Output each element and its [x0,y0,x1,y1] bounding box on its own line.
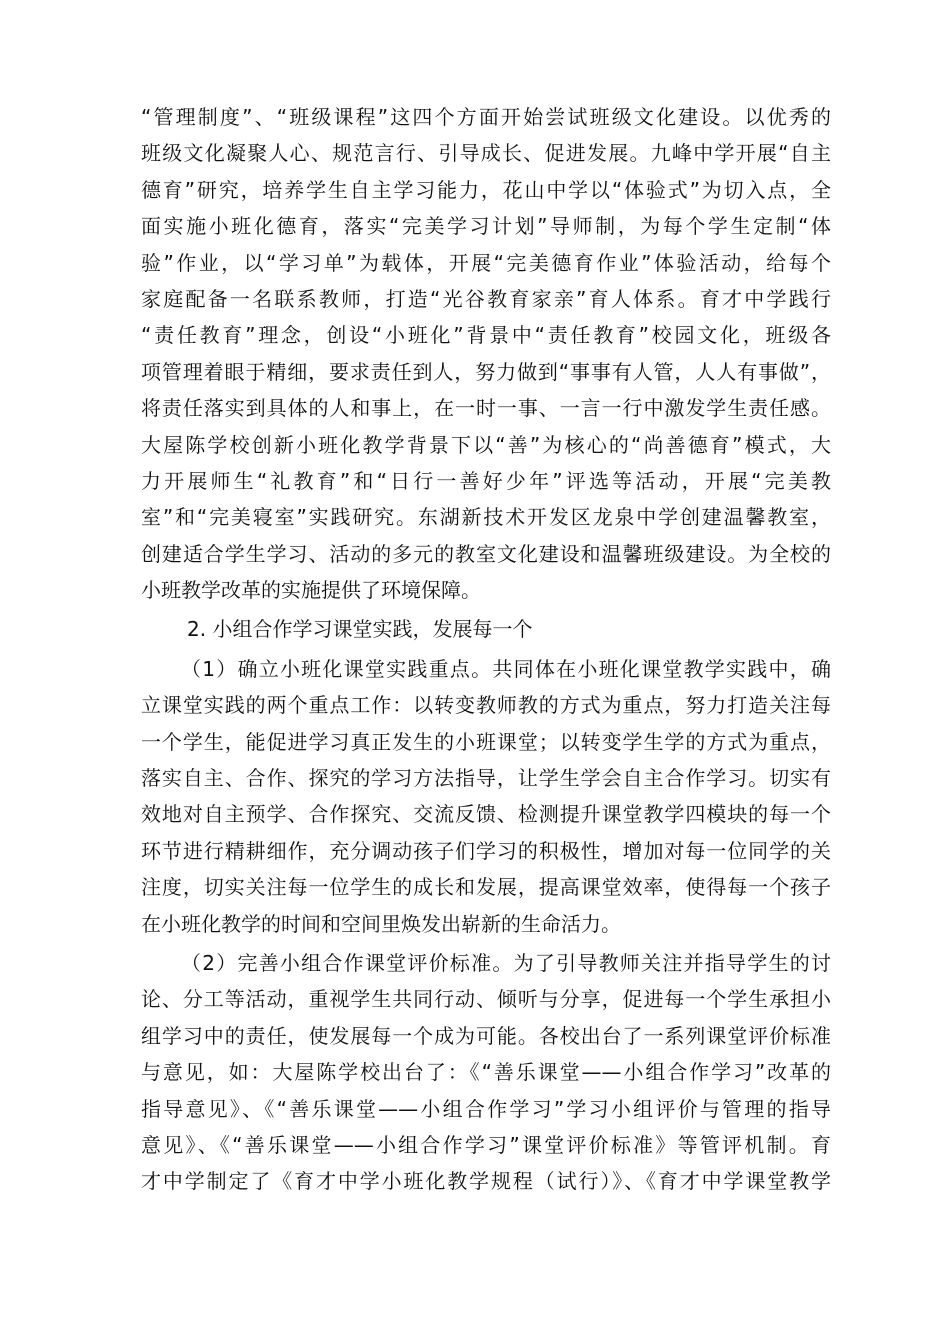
text-line: 德育”研究，培养学生自主学习能力，花山中学以“体验式”为切入点，全 [141,177,831,202]
paragraph-classroom-focus [141,651,831,942]
text-line: 组学习中的责任，使发展每一个成为可能。各校出台了一系列课堂评价标准 [141,1023,831,1048]
text-line: 面实施小班化德育，落实“完美学习计划”导师制，为每个学生定制“体 [141,214,831,239]
paragraph-class-culture [141,99,831,608]
heading-text: 2. 小组合作学习课堂实践，发展每一个 [187,617,533,642]
text-line: 才中学制定了《育才中学小班化教学规程（试行）》、《育才中学课堂教学 [141,1169,831,1194]
text-line: 环节进行精耕细作，充分调动孩子们学习的积极性，增加对每一位同学的关 [141,838,831,863]
text-line: 家庭配备一名联系教师，打造“光谷教育家亲”育人体系。育才中学践行 [141,286,831,311]
document-body [141,99,831,1200]
text-line: 论、分工等活动，重视学生共同行动、倾听与分享，促进每一个学生承担小 [141,987,831,1012]
text-line: 与意见，如：大屋陈学校出台了：《“善乐课堂——小组合作学习”改革的 [141,1060,831,1085]
text-line: 创建适合学生学习、活动的多元的教室文化建设和温馨班级建设。为全校的 [141,541,831,566]
text-line: 班级文化凝聚人心、规范言行、引导成长、促进发展。九峰中学开展“自主 [141,141,831,166]
text-line: 指导意见》、《“善乐课堂——小组合作学习”学习小组评价与管理的指导 [141,1096,831,1121]
text-line: 在小班化教学的时间和空间里焕发出崭新的生命活力。 [141,911,621,936]
text-line: （1）确立小班化课堂实践重点。共同体在小班化课堂教学实践中，确 [181,656,831,681]
text-line: 力开展师生“礼教育”和“日行一善好少年”评选等活动，开展“完美教 [141,468,831,493]
text-line: 项管理着眼于精细，要求责任到人，努力做到“事事有人管，人人有事做”， [141,359,831,384]
section-heading-2 [141,611,831,647]
text-line: 室”和“完美寝室”实践研究。东湖新技术开发区龙泉中学创建温馨教室， [141,505,831,530]
text-line: “责任教育”理念，创设“小班化”背景中“责任教育”校园文化，班级各 [141,323,831,348]
text-line: 小班教学改革的实施提供了环境保障。 [141,578,481,603]
text-line: 落实自主、合作、探究的学习方法指导，让学生学会自主合作学习。切实有 [141,766,831,791]
text-line: 注度，切实关注每一位学生的成长和发展，提高课堂效率，使得每一个孩子 [141,875,831,900]
text-line: 将责任落实到具体的人和事上，在一时一事、一言一行中激发学生责任感。 [141,396,831,421]
text-line: 效地对自主预学、合作探究、交流反馈、检测提升课堂教学四模块的每一个 [141,802,831,827]
text-line: 一个学生，能促进学习真正发生的小班课堂；以转变学生学的方式为重点， [141,729,831,754]
paragraph-evaluation-standards [141,945,831,1200]
text-line: 验”作业，以“学习单”为载体，开展“完美德育作业”体验活动，给每个 [141,250,831,275]
text-line: 立课堂实践的两个重点工作：以转变教师教的方式为重点，努力打造关注每 [141,693,831,718]
text-line: 大屋陈学校创新小班化教学背景下以“善”为核心的“尚善德育”模式，大 [141,432,831,457]
text-line: （2）完善小组合作课堂评价标准。为了引导教师关注并指导学生的讨 [181,950,831,975]
text-line: 意见》、《“善乐课堂——小组合作学习”课堂评价标准》等管评机制。育 [141,1132,831,1157]
text-line: “管理制度”、“班级课程”这四个方面开始尝试班级文化建设。以优秀的 [141,105,831,129]
